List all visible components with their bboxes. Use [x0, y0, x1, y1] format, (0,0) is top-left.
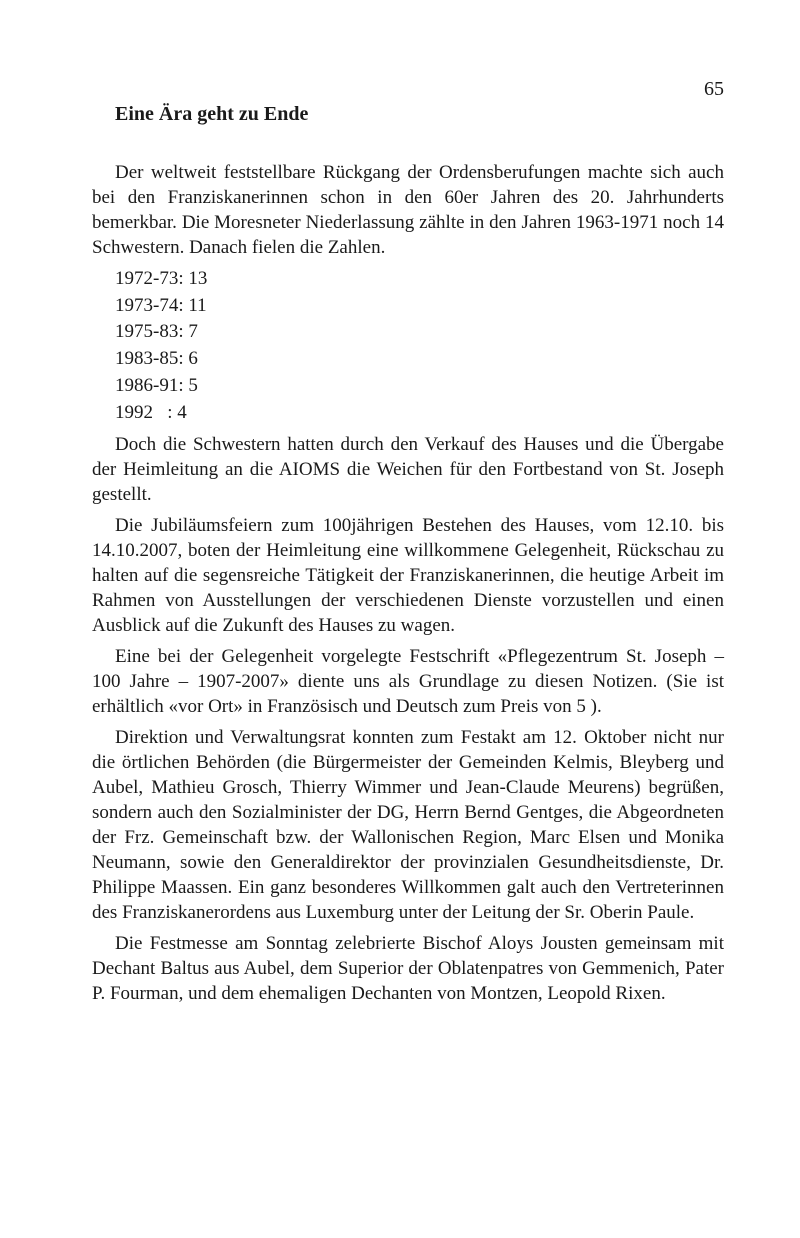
- body-text: [92, 160, 724, 1012]
- year-count-item: 1973-74: 11: [115, 294, 207, 316]
- paragraph-6: Die Festmesse am Sonntag zelebrierte Bischof Aloys Jousten gemeinsam mit Dechant Baltus aus Aubel, dem Superior der Oblatenpatres von Gemmenich, Pater P. Fourman, und dem ehemaligen Dechanten von Montzen, Leopold Rixen.: [92, 933, 724, 1005]
- year-count-item: 1975-83: 7: [115, 321, 198, 343]
- page-number: 65: [704, 78, 724, 100]
- year-count-item: 1983-85: 6: [115, 348, 198, 370]
- paragraph-2: Doch die Schwestern hatten durch den Verkauf des Hauses und die Übergabe der Heimleitung an die AIOMS die Weichen für den Fortbestand von St. Joseph gestellt.: [92, 434, 724, 506]
- paragraph-1: Der weltweit feststellbare Rückgang der Ordensberufungen machte sich auch bei den Franziskanerinnen schon in den 60er Jahren des 20. Jahrhunderts bemerkbar. Die Moresneter Niederlassung zählte in den Jahren 1963-1971 noch 14 Schwestern. Danach fielen die Zahlen.: [92, 162, 724, 258]
- paragraph-3: Die Jubiläumsfeiern zum 100jährigen Bestehen des Hauses, vom 12.10. bis 14.10.2007, boten der Heimleitung eine willkommene Gelegenheit, Rückschau zu halten auf die segensreiche Tätigkeit der Franziskanerinnen, die heutige Arbeit im Rahmen von Ausstellungen der verschiedenen Dienste vorzustellen und einen Ausblick auf die Zukunft des Hauses zu wagen.: [92, 515, 724, 637]
- year-count-list: [92, 266, 724, 426]
- paragraph-5: Direktion und Verwaltungsrat konnten zum Festakt am 12. Oktober nicht nur die örtlichen Behörden (die Bürgermeister der Gemeinden Kelmis, Bleyberg und Aubel, Mathieu Grosch, Thierry Wimmer und Jean-Claude Meurens) begrüßen, sondern auch den Sozialminister der DG, Herrn Bernd Gentges, die Abgeordneten der Frz. Gemeinschaft bzw. der Wallonischen Region, Marc Elsen und Monika Neumann, sowie den Generaldirektor der provinzialen Gesundheitsdienste, Dr. Philippe Maassen. Ein ganz besonderes Willkommen galt auch den Vertreterinnen des Franziskanerordens aus Luxemburg unter der Leitung der Sr. Oberin Paule.: [92, 727, 724, 924]
- paragraph-4: Eine bei der Gelegenheit vorgelegte Festschrift «Pflegezentrum St. Joseph – 100 Jahre – 1907-2007» diente uns als Grundlage zu diesen Notizen. (Sie ist erhältlich «vor Ort» in Französisch und Deutsch zum Preis von 5 ).: [92, 646, 724, 718]
- year-count-item: 1972-73: 13: [115, 268, 208, 289]
- year-count-item: 1992 : 4: [115, 401, 187, 423]
- year-count-item: 1986-91: 5: [115, 374, 198, 396]
- section-heading: Eine Ära geht zu Ende: [115, 103, 309, 125]
